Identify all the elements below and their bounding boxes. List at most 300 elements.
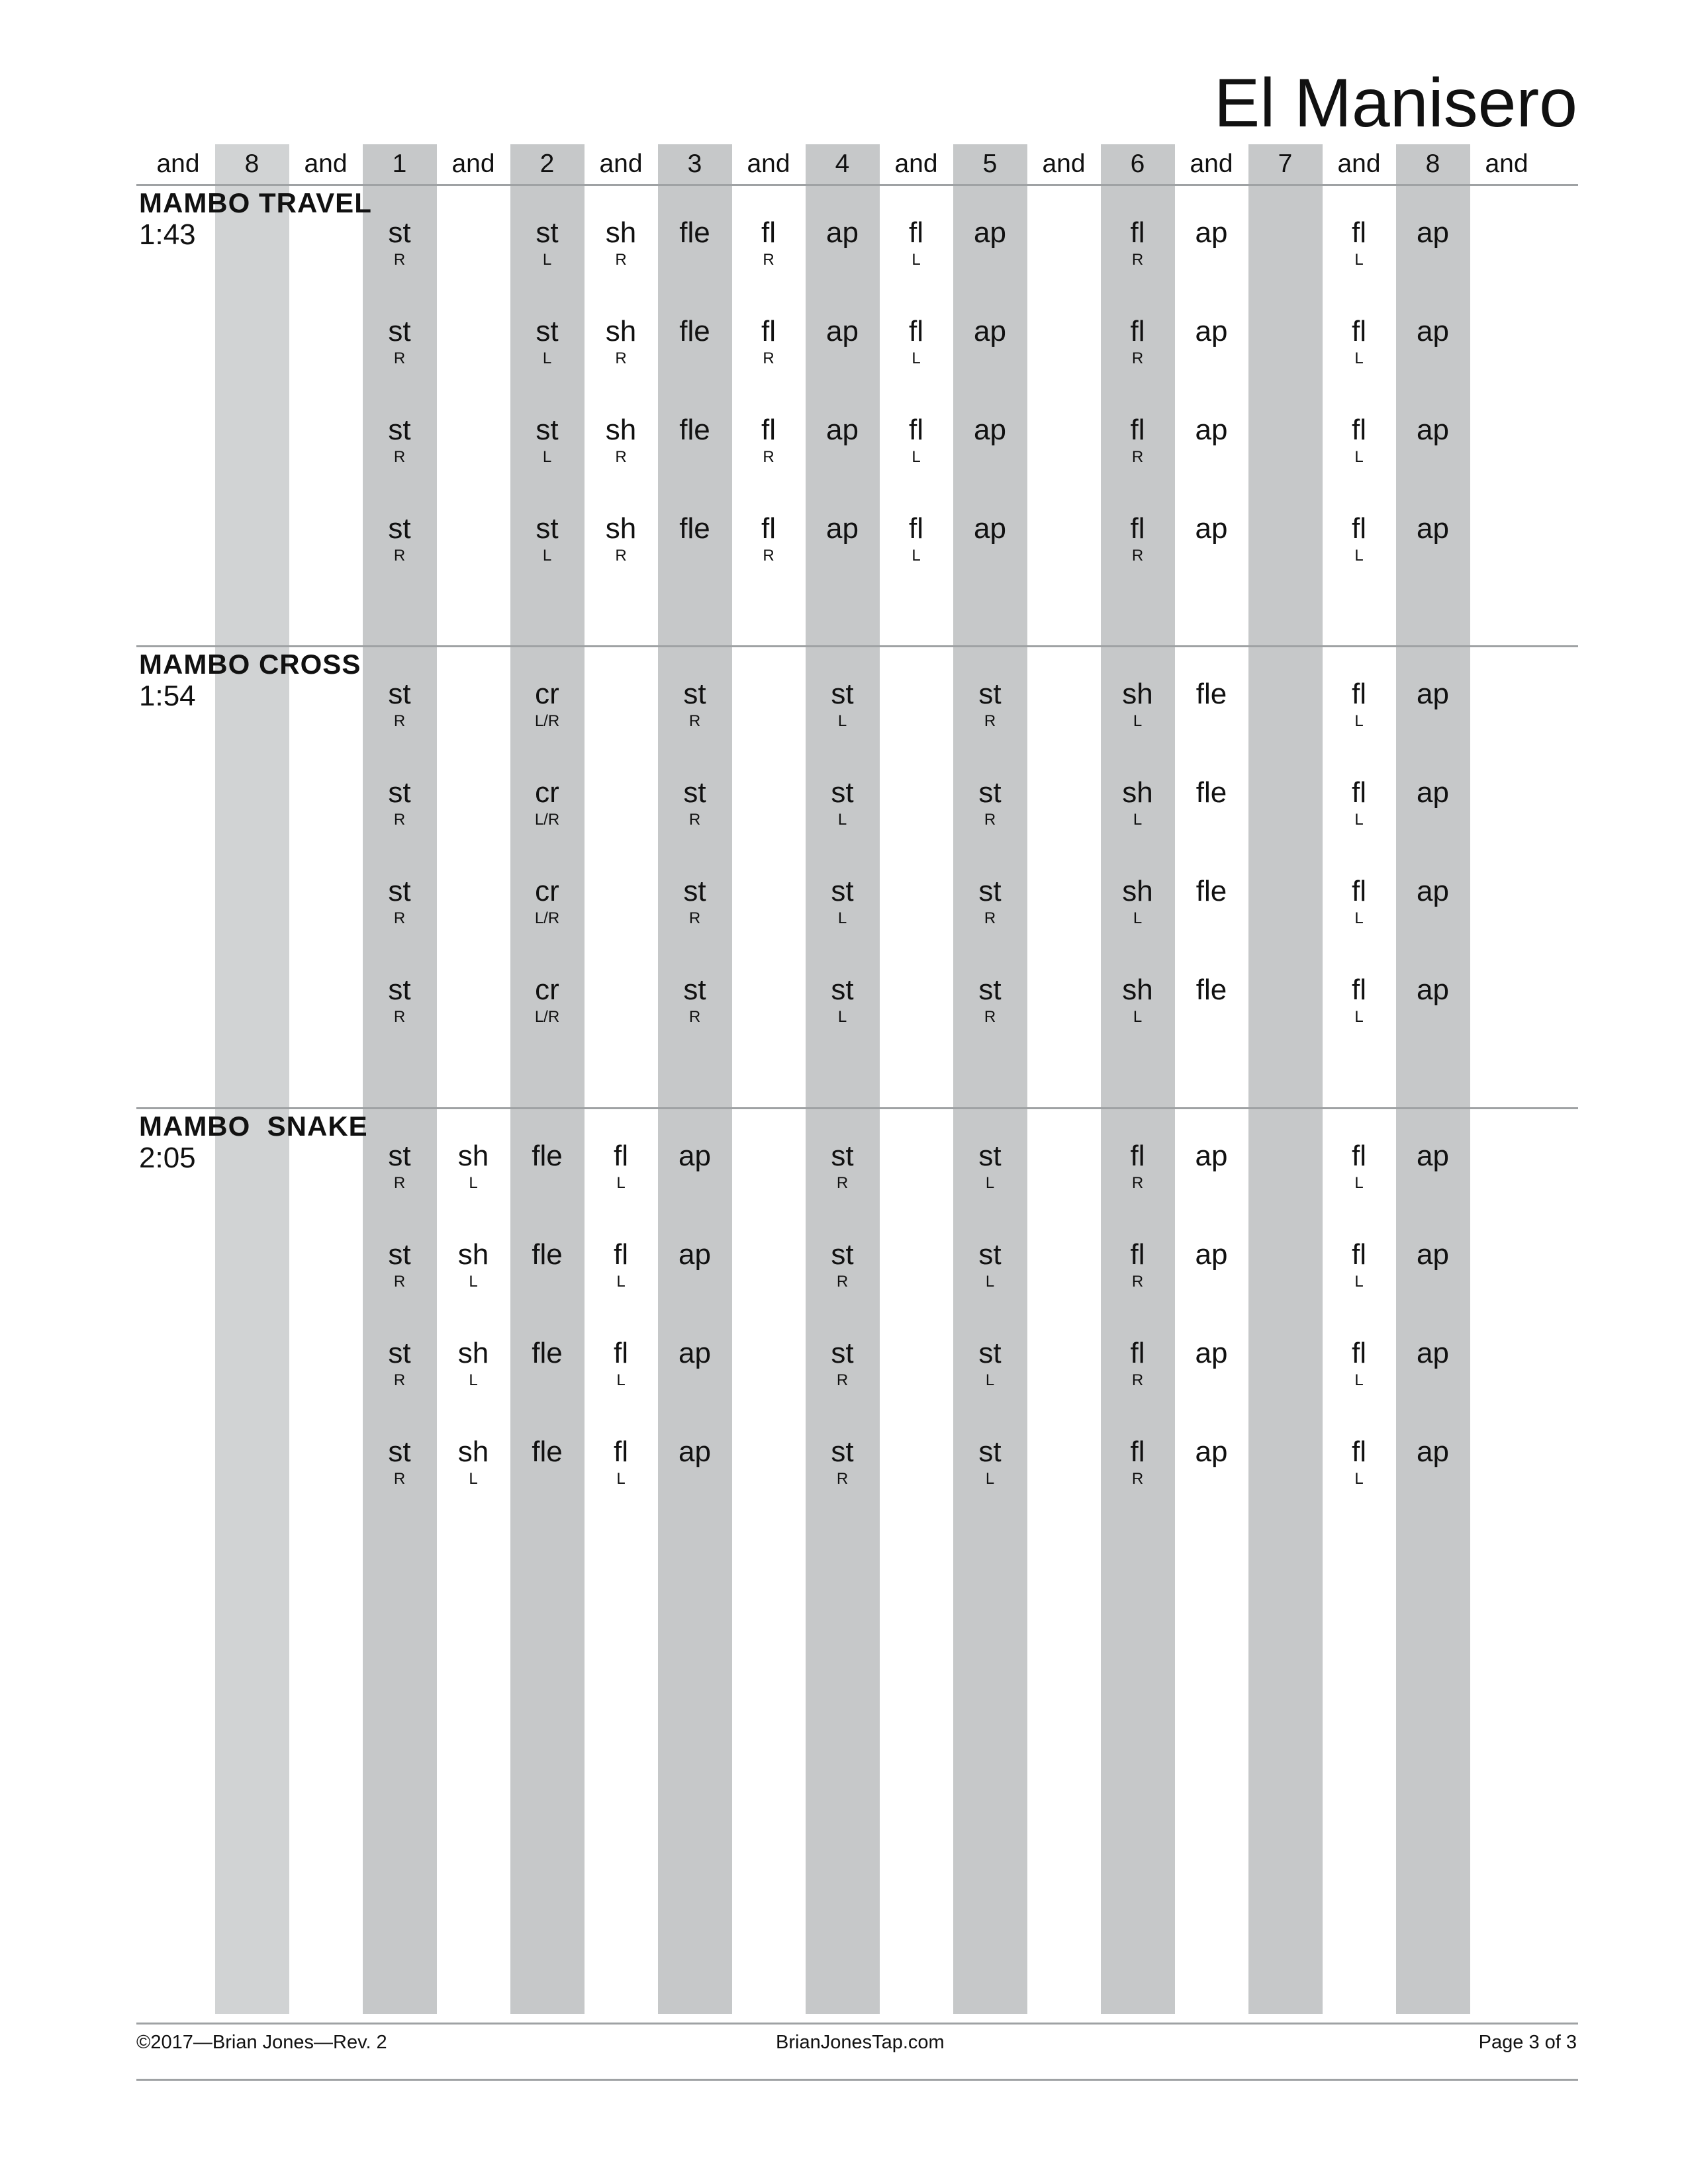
step-abbreviation: sh <box>1122 875 1153 907</box>
step-cell <box>658 974 732 1027</box>
foot-indicator: L <box>616 1371 626 1389</box>
foot-indicator: R <box>1131 547 1144 565</box>
step-abbreviation: ap <box>679 1435 711 1468</box>
step-cell <box>1174 974 1248 1007</box>
step-abbreviation: fl <box>1352 974 1366 1006</box>
step-cell <box>658 1338 732 1371</box>
step-cell <box>584 1140 658 1193</box>
step-abbreviation: ap <box>1417 315 1449 347</box>
step-cell <box>658 316 732 349</box>
count-header-label: 3 <box>687 150 702 178</box>
step-cell <box>879 513 953 566</box>
step-cell <box>806 1436 880 1489</box>
foot-indicator: L <box>1354 811 1364 829</box>
step-cell <box>731 513 806 566</box>
step-cell <box>584 414 658 467</box>
step-abbreviation: ap <box>1417 1140 1449 1172</box>
foot-indicator: R <box>836 1470 849 1488</box>
step-cell <box>1322 316 1396 369</box>
step-abbreviation: st <box>388 678 411 710</box>
step-cell <box>510 1239 585 1272</box>
step-cell <box>1322 1140 1396 1193</box>
step-cell <box>1101 678 1175 731</box>
step-abbreviation: st <box>683 678 706 710</box>
step-abbreviation: fl <box>1130 1238 1145 1271</box>
step-abbreviation: sh <box>605 512 637 545</box>
step-cell <box>658 1436 732 1469</box>
step-cell <box>436 1338 510 1390</box>
step-abbreviation: st <box>831 678 854 710</box>
step-cell <box>363 777 437 830</box>
step-abbreviation: fle <box>1196 776 1227 809</box>
step-abbreviation: fle <box>532 1337 563 1369</box>
step-abbreviation: ap <box>1195 1140 1228 1172</box>
foot-indicator: R <box>393 349 406 367</box>
step-abbreviation: fl <box>1130 315 1145 347</box>
count-header-label: 7 <box>1278 150 1293 178</box>
step-cell <box>658 414 732 447</box>
foot-indicator: R <box>1131 1371 1144 1389</box>
step-cell <box>806 217 880 250</box>
foot-indicator: R <box>1131 1174 1144 1192</box>
foot-indicator: R <box>1131 349 1144 367</box>
step-abbreviation: sh <box>605 216 637 249</box>
step-cell <box>1396 1140 1470 1173</box>
step-abbreviation: st <box>978 974 1002 1006</box>
step-cell <box>510 217 585 270</box>
step-cell <box>1174 513 1248 546</box>
step-abbreviation: cr <box>535 974 559 1006</box>
step-abbreviation: fle <box>532 1238 563 1271</box>
foot-indicator: L <box>1133 1008 1143 1026</box>
step-cell <box>1101 414 1175 467</box>
foot-indicator: L <box>912 448 921 466</box>
count-header-label: and <box>451 150 495 178</box>
step-abbreviation: fl <box>1352 678 1366 710</box>
foot-indicator: R <box>1131 448 1144 466</box>
foot-indicator: R <box>393 448 406 466</box>
foot-indicator: L <box>1354 1273 1364 1291</box>
step-abbreviation: sh <box>1122 678 1153 710</box>
step-cell <box>806 876 880 929</box>
step-abbreviation: st <box>831 1337 854 1369</box>
footer-page-number: Page 3 of 3 <box>1478 2032 1577 2053</box>
section-title: MAMBO TRAVEL <box>139 187 372 218</box>
step-abbreviation: fl <box>1352 414 1366 446</box>
step-cell <box>510 876 585 929</box>
step-abbreviation: st <box>978 875 1002 907</box>
step-cell <box>1322 1338 1396 1390</box>
step-abbreviation: st <box>683 974 706 1006</box>
foot-indicator: L <box>985 1470 995 1488</box>
section-title: MAMBO CROSS <box>139 649 361 680</box>
step-abbreviation: fle <box>532 1435 563 1468</box>
step-cell <box>953 876 1027 929</box>
foot-indicator: L <box>1354 547 1364 565</box>
foot-indicator: R <box>688 909 701 927</box>
step-cell <box>806 678 880 731</box>
step-abbreviation: st <box>536 414 559 446</box>
step-cell <box>436 1140 510 1193</box>
step-cell <box>953 974 1027 1027</box>
horizontal-rule <box>136 2023 1578 2025</box>
step-abbreviation: cr <box>535 678 559 710</box>
count-header-label: 6 <box>1130 150 1145 178</box>
foot-indicator: L <box>469 1273 478 1291</box>
step-cell <box>1322 1239 1396 1292</box>
foot-indicator: R <box>393 1174 406 1192</box>
foot-indicator: R <box>763 251 774 269</box>
step-cell <box>1396 414 1470 447</box>
step-abbreviation: st <box>388 216 411 249</box>
count-header-label: and <box>894 150 938 178</box>
count-header-label: and <box>1190 150 1233 178</box>
foot-indicator: L <box>1133 811 1143 829</box>
step-abbreviation: fl <box>1130 1435 1145 1468</box>
foot-indicator: L <box>837 712 847 730</box>
step-abbreviation: ap <box>1195 1337 1228 1369</box>
step-cell <box>436 1239 510 1292</box>
step-abbreviation: fle <box>679 414 710 446</box>
foot-indicator: L <box>542 547 552 565</box>
foot-indicator: L <box>469 1371 478 1389</box>
foot-indicator: R <box>393 251 406 269</box>
step-abbreviation: fl <box>614 1435 628 1468</box>
foot-indicator: L <box>985 1174 995 1192</box>
step-cell <box>1396 678 1470 711</box>
step-cell <box>1101 876 1175 929</box>
step-abbreviation: st <box>388 315 411 347</box>
step-cell <box>953 678 1027 731</box>
step-abbreviation: ap <box>974 216 1006 249</box>
foot-indicator: R <box>615 547 627 565</box>
step-abbreviation: ap <box>826 512 859 545</box>
step-cell <box>658 876 732 929</box>
step-abbreviation: sh <box>457 1238 489 1271</box>
horizontal-rule <box>136 2079 1578 2081</box>
foot-indicator: R <box>393 1470 406 1488</box>
step-cell <box>584 1239 658 1292</box>
step-abbreviation: fl <box>614 1337 628 1369</box>
step-abbreviation: fl <box>1352 1337 1366 1369</box>
foot-indicator: R <box>688 811 701 829</box>
foot-indicator: L <box>469 1470 478 1488</box>
step-cell <box>510 316 585 369</box>
foot-indicator: R <box>763 349 774 367</box>
step-cell <box>363 513 437 566</box>
step-abbreviation: st <box>831 776 854 809</box>
step-cell <box>584 316 658 369</box>
step-cell <box>436 1436 510 1489</box>
step-abbreviation: st <box>388 1238 411 1271</box>
step-abbreviation: st <box>388 512 411 545</box>
step-abbreviation: st <box>978 776 1002 809</box>
step-abbreviation: ap <box>1417 512 1449 545</box>
step-cell <box>1174 1140 1248 1173</box>
step-abbreviation: fl <box>761 512 776 545</box>
step-abbreviation: sh <box>1122 974 1153 1006</box>
section-timestamp: 2:05 <box>139 1142 196 1174</box>
step-abbreviation: fle <box>1196 875 1227 907</box>
horizontal-rule <box>136 645 1578 647</box>
step-cell <box>1101 1436 1175 1489</box>
foot-indicator: R <box>984 1008 996 1026</box>
step-cell <box>510 777 585 830</box>
foot-indicator: L <box>1354 909 1364 927</box>
step-cell <box>879 414 953 467</box>
step-cell <box>1174 1338 1248 1371</box>
step-abbreviation: fle <box>1196 678 1227 710</box>
step-cell <box>510 414 585 467</box>
step-cell <box>363 974 437 1027</box>
step-abbreviation: sh <box>457 1435 489 1468</box>
count-header-label: 2 <box>539 150 555 178</box>
step-abbreviation: cr <box>535 776 559 809</box>
step-cell <box>879 316 953 369</box>
foot-indicator: L <box>1354 1174 1364 1192</box>
step-cell <box>363 1239 437 1292</box>
step-abbreviation: fl <box>909 414 923 446</box>
step-abbreviation: fl <box>909 216 923 249</box>
step-abbreviation: fl <box>1352 776 1366 809</box>
step-abbreviation: ap <box>974 414 1006 446</box>
count-header-label: and <box>599 150 643 178</box>
step-abbreviation: st <box>831 1238 854 1271</box>
step-abbreviation: st <box>978 1435 1002 1468</box>
section-title: MAMBO SNAKE <box>139 1111 368 1142</box>
step-cell <box>953 513 1027 546</box>
step-abbreviation: ap <box>1195 1435 1228 1468</box>
count-header-label: 5 <box>982 150 998 178</box>
foot-indicator: R <box>393 712 406 730</box>
foot-indicator: L <box>1354 1371 1364 1389</box>
step-abbreviation: ap <box>1195 512 1228 545</box>
step-cell <box>1174 678 1248 711</box>
foot-indicator: L <box>1354 448 1364 466</box>
step-abbreviation: st <box>536 315 559 347</box>
step-abbreviation: fl <box>1130 1337 1145 1369</box>
count-header-label: 4 <box>835 150 850 178</box>
step-abbreviation: ap <box>1195 414 1228 446</box>
foot-indicator: L <box>837 811 847 829</box>
step-cell <box>1174 1239 1248 1272</box>
foot-indicator: L <box>837 1008 847 1026</box>
step-abbreviation: ap <box>826 315 859 347</box>
step-abbreviation: fl <box>614 1238 628 1271</box>
step-cell <box>510 1140 585 1173</box>
step-cell <box>1101 777 1175 830</box>
step-abbreviation: st <box>831 1140 854 1172</box>
step-abbreviation: cr <box>535 875 559 907</box>
step-abbreviation: ap <box>1195 315 1228 347</box>
foot-indicator: L/R <box>534 811 560 829</box>
step-abbreviation: ap <box>826 216 859 249</box>
horizontal-rule <box>136 184 1578 186</box>
step-cell <box>1396 1338 1470 1371</box>
foot-indicator: L <box>1354 1008 1364 1026</box>
step-cell <box>1396 974 1470 1007</box>
foot-indicator: R <box>763 448 774 466</box>
step-cell <box>806 316 880 349</box>
step-cell <box>806 777 880 830</box>
foot-indicator: R <box>393 1273 406 1291</box>
step-abbreviation: st <box>831 875 854 907</box>
step-abbreviation: ap <box>974 512 1006 545</box>
foot-indicator: R <box>836 1273 849 1291</box>
step-abbreviation: ap <box>1417 974 1449 1006</box>
foot-indicator: L <box>616 1174 626 1192</box>
step-cell <box>1174 414 1248 447</box>
step-cell <box>363 1436 437 1489</box>
step-cell <box>363 316 437 369</box>
step-abbreviation: ap <box>974 315 1006 347</box>
step-cell <box>953 1338 1027 1390</box>
step-abbreviation: fl <box>1352 1140 1366 1172</box>
step-abbreviation: st <box>388 1337 411 1369</box>
step-abbreviation: sh <box>1122 776 1153 809</box>
step-cell <box>1174 217 1248 250</box>
step-cell <box>1322 414 1396 467</box>
step-abbreviation: ap <box>679 1140 711 1172</box>
foot-indicator: R <box>393 547 406 565</box>
step-abbreviation: ap <box>1195 1238 1228 1271</box>
step-cell <box>953 1140 1027 1193</box>
step-abbreviation: fl <box>761 315 776 347</box>
count-column-stripe <box>215 144 289 2014</box>
step-abbreviation: st <box>388 974 411 1006</box>
horizontal-rule <box>136 1107 1578 1109</box>
step-cell <box>806 1239 880 1292</box>
foot-indicator: L <box>1354 712 1364 730</box>
step-abbreviation: ap <box>679 1337 711 1369</box>
step-abbreviation: ap <box>1417 776 1449 809</box>
step-abbreviation: sh <box>457 1140 489 1172</box>
step-abbreviation: st <box>388 1140 411 1172</box>
step-cell <box>1101 513 1175 566</box>
foot-indicator: R <box>763 547 774 565</box>
step-cell <box>1174 777 1248 810</box>
step-cell <box>806 414 880 447</box>
step-abbreviation: fl <box>1352 1435 1366 1468</box>
step-cell <box>510 974 585 1027</box>
step-abbreviation: fl <box>1130 414 1145 446</box>
foot-indicator: R <box>836 1371 849 1389</box>
step-abbreviation: st <box>831 1435 854 1468</box>
step-abbreviation: fle <box>679 315 710 347</box>
foot-indicator: L <box>616 1273 626 1291</box>
foot-indicator: R <box>615 251 627 269</box>
step-abbreviation: fl <box>1352 512 1366 545</box>
step-abbreviation: st <box>978 1337 1002 1369</box>
step-cell <box>363 1140 437 1193</box>
foot-indicator: L <box>1354 349 1364 367</box>
foot-indicator: R <box>393 1008 406 1026</box>
footer-website: BrianJonesTap.com <box>776 2032 945 2053</box>
step-abbreviation: fl <box>1130 512 1145 545</box>
step-cell <box>1396 217 1470 250</box>
count-header-label: and <box>1042 150 1086 178</box>
section-timestamp: 1:43 <box>139 218 196 251</box>
step-cell <box>1322 876 1396 929</box>
foot-indicator: L <box>1133 909 1143 927</box>
step-cell <box>806 513 880 546</box>
step-abbreviation: sh <box>457 1337 489 1369</box>
foot-indicator: L <box>912 547 921 565</box>
footer-copyright: ©2017—Brian Jones—Rev. 2 <box>136 2032 387 2053</box>
step-cell <box>658 1239 732 1272</box>
step-cell <box>1174 316 1248 349</box>
step-cell <box>1396 777 1470 810</box>
step-abbreviation: st <box>536 216 559 249</box>
count-header-label: and <box>1337 150 1381 178</box>
step-cell <box>1322 513 1396 566</box>
step-cell <box>658 513 732 546</box>
step-abbreviation: fl <box>1130 216 1145 249</box>
step-cell <box>584 1436 658 1489</box>
foot-indicator: R <box>688 1008 701 1026</box>
step-cell <box>584 217 658 270</box>
step-cell <box>953 777 1027 830</box>
foot-indicator: R <box>615 349 627 367</box>
step-cell <box>510 678 585 731</box>
step-cell <box>1322 974 1396 1027</box>
step-abbreviation: fl <box>1352 875 1366 907</box>
step-cell <box>806 1338 880 1390</box>
step-abbreviation: ap <box>1195 216 1228 249</box>
foot-indicator: L <box>1354 251 1364 269</box>
step-abbreviation: fl <box>909 315 923 347</box>
step-cell <box>363 1338 437 1390</box>
count-header-label: 8 <box>1425 150 1440 178</box>
step-abbreviation: ap <box>1417 875 1449 907</box>
step-abbreviation: st <box>683 875 706 907</box>
step-abbreviation: st <box>978 1238 1002 1271</box>
foot-indicator: L/R <box>534 712 560 730</box>
step-cell <box>510 1338 585 1371</box>
step-abbreviation: ap <box>679 1238 711 1271</box>
foot-indicator: L <box>837 909 847 927</box>
step-abbreviation: ap <box>1417 1238 1449 1271</box>
foot-indicator: R <box>836 1174 849 1192</box>
step-cell <box>1174 876 1248 909</box>
foot-indicator: R <box>1131 251 1144 269</box>
step-cell <box>658 217 732 250</box>
step-cell <box>1101 217 1175 270</box>
foot-indicator: L <box>542 251 552 269</box>
foot-indicator: L <box>542 448 552 466</box>
foot-indicator: R <box>1131 1470 1144 1488</box>
foot-indicator: R <box>393 1371 406 1389</box>
count-header-label: 8 <box>244 150 259 178</box>
step-abbreviation: st <box>388 776 411 809</box>
count-header-label: and <box>747 150 790 178</box>
step-cell <box>1396 513 1470 546</box>
foot-indicator: L <box>469 1174 478 1192</box>
step-cell <box>806 974 880 1027</box>
step-cell <box>1101 974 1175 1027</box>
step-cell <box>1322 217 1396 270</box>
count-header-label: and <box>304 150 348 178</box>
count-header-label: and <box>156 150 200 178</box>
step-cell <box>363 414 437 467</box>
step-cell <box>731 316 806 369</box>
step-cell <box>1396 1436 1470 1469</box>
step-abbreviation: st <box>978 678 1002 710</box>
step-abbreviation: fl <box>761 414 776 446</box>
step-cell <box>1322 777 1396 830</box>
count-column-stripe <box>1248 144 1323 2014</box>
step-abbreviation: fle <box>1196 974 1227 1006</box>
